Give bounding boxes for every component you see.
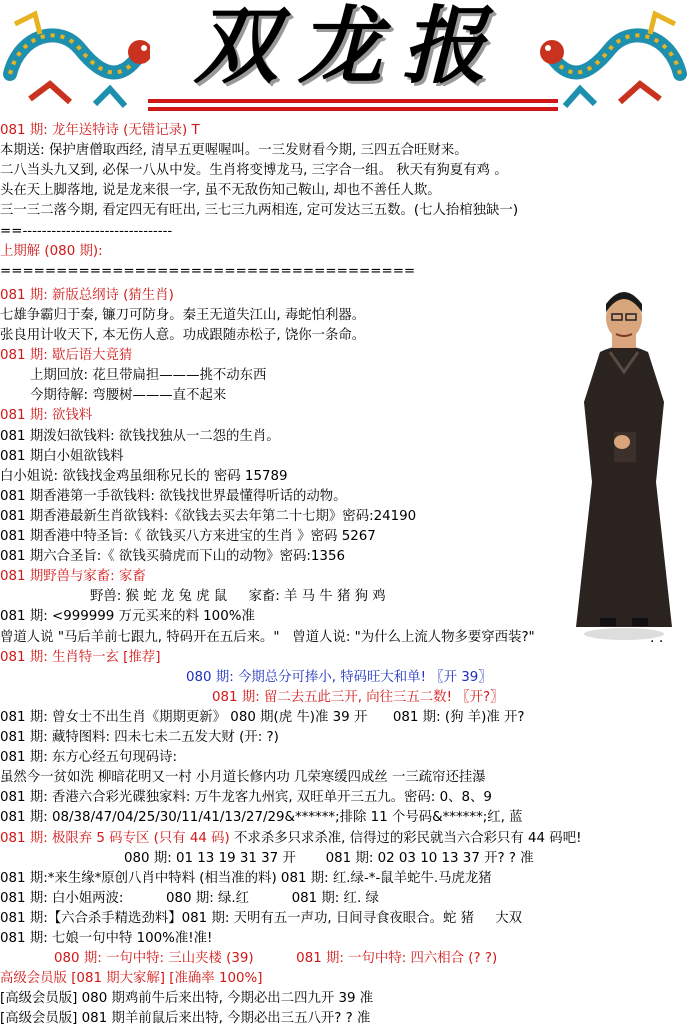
line-text: 081 期香港中特圣旨:《 欲钱买八方来进宝的生肖 》密码 5267 [0, 529, 376, 544]
line-text: 081 期: 极限弃 5 码专区 (只有 44 码) [0, 830, 230, 846]
text-line [0, 528, 376, 546]
line-text: 081 期: 龙年送特诗 (无错记录) T [0, 123, 200, 138]
text-line [0, 970, 262, 988]
text-line [0, 709, 524, 727]
text-line [0, 809, 523, 827]
line-text: 081 期: 白小姐两波: 080 期: 绿.红 081 期: 红. 绿 [0, 890, 379, 906]
text-line [90, 588, 386, 606]
text-line [0, 548, 345, 566]
line-text: 080 期: 01 13 19 31 37 开 081 期: 02 03 10 13 37 开? ? 准 [124, 850, 534, 866]
text-line [0, 608, 255, 626]
text-line [212, 689, 503, 707]
line-text: ==------------------------------- [0, 223, 173, 239]
line-text: 上期回放: 花旦带扁担———挑不动东西 [30, 368, 267, 384]
line-text: 本期送: 保护唐僧取西经, 清早五更喔喔叫。一三发财看今期, 三四五合旺财来。 [0, 143, 468, 159]
line-text: 上期解 (080 期): [0, 243, 103, 259]
line-text: 虽然今一贫如洗 柳暗花明又一村 小月道长修内功 几荣寒缓四成丝 一三疏帘还挂瀑 [0, 770, 486, 786]
line-text: 张良用计收天下, 本无伤人意。功成跟随赤松子, 饶你一条命。 [0, 328, 366, 343]
line-text: [高级会员版] 080 期鸡前牛后来出特, 今期必出二四九开 39 准 [0, 991, 374, 1007]
text-line [0, 830, 581, 848]
text-line [124, 850, 534, 868]
dragon-right-icon [540, 4, 690, 116]
line-text: 081 期: 香港六合彩光碟独家料: 万牛龙客九州宾, 双旺单开三五九。密码: 0、8、9 [0, 790, 492, 806]
title-underline [148, 99, 558, 103]
line-text: 081 期泼妇欲钱料: 欲钱找独从一二怨的生肖。 [0, 428, 280, 444]
line-text: 野兽: 猴 蛇 龙 兔 虎 鼠 家畜: 羊 马 牛 猪 狗 鸡 [90, 589, 386, 605]
line-text: 二八当头九又到, 必保一八从中发。生肖将变博龙马, 三字合一组。 秋天有狗夏有鸡 。 [0, 163, 508, 179]
text-line [30, 387, 226, 405]
page-title: 双龙报 [193, 0, 506, 95]
text-line [0, 468, 288, 486]
line-text: 白小姐说: 欲钱找金鸡虽细称兄长的 密码 15789 [0, 468, 288, 484]
text-line [0, 769, 486, 787]
line-text: 高级会员版 [081 期大家解] [准确率 100%] [0, 971, 263, 987]
ellipsis-mark: . . [650, 630, 664, 646]
line-text: 曾道人说 "马后羊前七跟九, 特码开在五后来。" 曾道人说: "为什么上流人物多要穿西装?" [0, 629, 535, 645]
text-line [0, 508, 416, 526]
line-text: 081 期香港最新生肖欲钱料:《欲钱去买去年第二十七期》密码:24190 [0, 508, 417, 524]
line-text: 七雄争霸归于秦, 镰刀可防身。秦王无道失江山, 毒蛇怕利器。 [0, 307, 366, 323]
text-line [0, 448, 124, 466]
line-text: 081 期: 08/38/47/04/25/30/11/41/13/27/29&******;排除 11 个号码&******;红, 蓝 [0, 810, 523, 826]
line-text: 081 期: 藏特图料: 四未七未二五发大财 (开: ?) [0, 730, 279, 745]
text-line [0, 223, 172, 241]
text-line [0, 629, 535, 647]
line-text: 081 期: 新版总纲诗 (猜生肖) [0, 287, 174, 303]
text-line [186, 669, 492, 687]
text-line [30, 367, 266, 385]
text-line [0, 749, 177, 767]
text-line [0, 789, 492, 807]
text-line [0, 1010, 370, 1028]
text-line [0, 568, 146, 586]
text-line [0, 287, 174, 305]
text-line [0, 407, 92, 425]
masthead-banner [0, 0, 690, 118]
text-line [0, 307, 365, 325]
line-text: 081 期香港第一手欲钱料: 欲钱找世界最懂得听话的动物。 [0, 488, 347, 504]
text-line [0, 870, 492, 888]
text-line [0, 122, 200, 140]
text-line [0, 488, 347, 506]
line-text: 081 期: 歇后语大竟猜 [0, 348, 133, 364]
line-text: 081 期: 欲钱料 [0, 408, 93, 424]
text-line [0, 347, 132, 365]
line-text: 081 期野兽与家畜: 家畜 [0, 569, 146, 585]
line-text-tail: 不求杀多只求杀准, 信得过的彩民就当六合彩只有 44 码吧! [229, 830, 582, 846]
line-text: 081 期: 东方心经五句现码诗: [0, 750, 178, 766]
text-line [0, 649, 160, 667]
text-line [0, 930, 212, 948]
line-text: 081 期: 七娘一句中特 100%准!准! [0, 931, 213, 946]
line-text: 081 期:*来生缘*原创八肖中特料 (相当准的料) 081 期: 红.绿-*-鼠羊蛇牛.马虎龙猪 [0, 870, 492, 886]
title-underline [148, 107, 558, 111]
line-text: 081 期: <999999 万元买来的料 100%准 [0, 609, 255, 625]
line-text: 081 期: 曾女士不出生肖《期期更新》 080 期(虎 牛)准 39 开 081 期: (狗 羊)准 开? [0, 709, 525, 725]
text-line [54, 950, 497, 968]
text-line [0, 243, 103, 261]
line-text: 081 期六合圣旨:《 欲钱买骑虎而下山的动物》密码:1356 [0, 549, 345, 565]
text-line [0, 327, 365, 345]
text-line [0, 990, 373, 1008]
text-line [0, 182, 441, 200]
text-line [0, 890, 379, 908]
text-line [0, 263, 415, 281]
line-text: 081 期: 留二去五此三开, 向往三五二数! 〖开?〗 [212, 689, 504, 705]
line-text: 080 期: 今期总分可捧小, 特码旺大和单! 〖开 39〗 [186, 669, 492, 685]
text-line [0, 428, 280, 446]
dragon-left-icon [0, 4, 150, 116]
line-text: 081 期白小姐欲钱料 [0, 448, 124, 464]
line-text: 今期待解: 弯腰树———直不起来 [30, 388, 227, 404]
line-text: 头在天上脚落地, 说是龙来很一字, 虽不无敌伤知己鞍山, 却也不善任人欺。 [0, 183, 441, 199]
line-text: [高级会员版] 081 期羊前鼠后来出特, 今期必出三五八开? ? 准 [0, 1011, 371, 1027]
man-in-robe-figure [560, 282, 688, 642]
text-line [0, 142, 468, 160]
line-text: 081 期:【六合杀手精选劲料】081 期: 天明有五一声功, 日间寻食夜眼合。蛇 猪 大双 [0, 910, 523, 926]
line-text: 081 期: 生肖特一玄 [推荐] [0, 649, 161, 665]
text-line [0, 729, 279, 747]
text-line [0, 162, 508, 180]
text-line [0, 202, 518, 220]
line-text: 080 期: 一句中特: 三山夹楼 (39) 081 期: 一句中特: 四六相合 (? ?) [54, 951, 498, 967]
line-text: ===================================== [0, 263, 416, 279]
line-text: 三一三二落今期, 看定四无有旺出, 三七三九两相连, 定可发达三五数。(七人抬棺独缺一) [0, 203, 519, 219]
text-line [0, 910, 522, 928]
